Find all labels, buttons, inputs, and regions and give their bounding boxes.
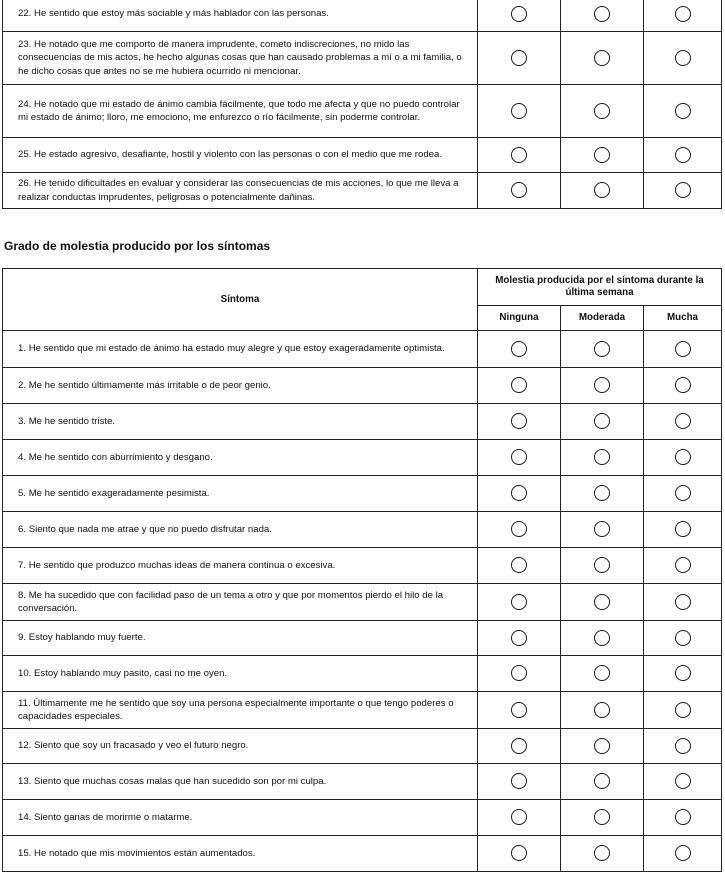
item-number: 6. bbox=[18, 523, 27, 535]
option-cell bbox=[478, 404, 561, 440]
symptom-text bbox=[3, 476, 478, 512]
item-number: 8. bbox=[18, 589, 27, 601]
item-radio-ninguna[interactable] bbox=[511, 182, 527, 198]
item-text: He sentido que produzco muchas ideas de manera continua o excesiva. bbox=[28, 559, 336, 571]
option-cell bbox=[561, 0, 644, 32]
bother-radio-moderada[interactable] bbox=[594, 665, 610, 681]
option-cell bbox=[644, 584, 722, 621]
symptom-text bbox=[3, 368, 478, 404]
symptom-text bbox=[3, 548, 478, 584]
item-text: Me he sentido con aburrimiento y desgano. bbox=[28, 451, 213, 463]
option-cell bbox=[644, 404, 722, 440]
option-cell bbox=[561, 85, 644, 138]
bother-radio-moderada[interactable] bbox=[594, 341, 610, 357]
item-number: 25. bbox=[18, 149, 32, 161]
symptom-table-bother-body bbox=[3, 331, 722, 872]
symptom-text bbox=[3, 692, 478, 729]
symptom-text bbox=[3, 836, 478, 872]
option-cell bbox=[644, 621, 722, 656]
option-cell bbox=[561, 621, 644, 656]
item-radio-mucha[interactable] bbox=[675, 6, 691, 22]
option-cell bbox=[644, 764, 722, 800]
option-cell bbox=[561, 692, 644, 729]
option-cell bbox=[561, 548, 644, 584]
option-cell bbox=[644, 836, 722, 872]
option-cell bbox=[561, 173, 644, 209]
item-number: 22. bbox=[18, 8, 32, 20]
item-text: He estado agresivo, desafiante, hostil y violento con las personas o con el medio que me rodea. bbox=[34, 149, 442, 161]
option-cell bbox=[478, 331, 561, 368]
bother-radio-moderada[interactable] bbox=[594, 702, 610, 718]
option-header-ninguna: Ninguna bbox=[478, 306, 561, 331]
bother-radio-mucha[interactable] bbox=[675, 377, 691, 393]
item-number: 7. bbox=[18, 559, 27, 571]
table-row bbox=[3, 0, 722, 32]
bother-radio-moderada[interactable] bbox=[594, 521, 610, 537]
item-text: Últimamente me he sentido que soy una persona especialmente importante o que tengo poderes o capacidades especiales. bbox=[18, 697, 454, 722]
item-number: 11. bbox=[18, 697, 31, 709]
symptom-text bbox=[3, 32, 478, 85]
option-cell bbox=[561, 138, 644, 173]
option-cell bbox=[644, 85, 722, 138]
symptom-text bbox=[3, 173, 478, 209]
option-cell bbox=[478, 512, 561, 548]
item-radio-moderada[interactable] bbox=[594, 147, 610, 163]
item-text: He sentido que mi estado de ánimo ha estado muy alegre y que estoy exageradamente optimista. bbox=[28, 343, 445, 355]
bother-radio-ninguna[interactable] bbox=[511, 773, 527, 789]
item-text: He sentido que estoy más sociable y más hablador con las personas. bbox=[34, 8, 329, 20]
bother-radio-ninguna[interactable] bbox=[511, 449, 527, 465]
item-number: 1. bbox=[18, 343, 27, 355]
option-cell bbox=[561, 368, 644, 404]
bother-radio-mucha[interactable] bbox=[675, 773, 691, 789]
bother-radio-mucha[interactable] bbox=[675, 449, 691, 465]
option-cell bbox=[478, 621, 561, 656]
table-row bbox=[3, 331, 722, 368]
bother-radio-moderada[interactable] bbox=[594, 413, 610, 429]
bother-radio-ninguna[interactable] bbox=[511, 485, 527, 501]
item-text: He notado que me comporto de manera imprudente, cometo indiscreciones, no mido las consecuencias de mis actos, he hecho algunas cosas que han causado problemas a mí o a mi familia, o he dicho cosas que antes no se me hubiera ocurrido ni mencionar. bbox=[18, 39, 462, 77]
item-radio-moderada[interactable] bbox=[594, 50, 610, 66]
item-text: Me ha sucedido que con facilidad paso de un tema a otro y que por momentos pierdo el hilo de la conversación. bbox=[18, 589, 444, 614]
symptom-text bbox=[3, 656, 478, 692]
bother-radio-moderada[interactable] bbox=[594, 449, 610, 465]
option-cell bbox=[478, 800, 561, 836]
symptom-column-header: Síntoma bbox=[3, 269, 478, 331]
table-row bbox=[3, 85, 722, 138]
option-cell bbox=[644, 32, 722, 85]
item-radio-ninguna[interactable] bbox=[511, 147, 527, 163]
bother-radio-ninguna[interactable] bbox=[511, 341, 527, 357]
item-number: 13. bbox=[18, 775, 32, 787]
item-radio-mucha[interactable] bbox=[675, 103, 691, 119]
item-radio-mucha[interactable] bbox=[675, 147, 691, 163]
bother-radio-ninguna[interactable] bbox=[511, 594, 527, 610]
table-row bbox=[3, 368, 722, 404]
item-radio-moderada[interactable] bbox=[594, 6, 610, 22]
option-cell bbox=[478, 692, 561, 729]
option-cell bbox=[478, 729, 561, 764]
item-text: Me he sentido últimamente más irritable o de peor genio. bbox=[28, 379, 271, 391]
item-number: 15. bbox=[18, 847, 32, 859]
item-radio-moderada[interactable] bbox=[594, 182, 610, 198]
table-row bbox=[3, 729, 722, 764]
option-header-mucha: Mucha bbox=[644, 306, 722, 331]
item-number: 12. bbox=[18, 740, 32, 752]
option-cell bbox=[644, 656, 722, 692]
item-number: 2. bbox=[18, 379, 27, 391]
option-cell bbox=[478, 0, 561, 32]
item-number: 24. bbox=[18, 98, 32, 110]
option-cell bbox=[478, 836, 561, 872]
bother-radio-mucha[interactable] bbox=[675, 521, 691, 537]
option-cell bbox=[644, 440, 722, 476]
bother-radio-moderada[interactable] bbox=[594, 377, 610, 393]
symptom-table-top-body bbox=[3, 0, 722, 209]
bother-radio-mucha[interactable] bbox=[675, 665, 691, 681]
option-cell bbox=[478, 584, 561, 621]
option-cell bbox=[644, 692, 722, 729]
bother-radio-moderada[interactable] bbox=[594, 809, 610, 825]
option-cell bbox=[644, 476, 722, 512]
option-cell bbox=[561, 656, 644, 692]
item-number: 26. bbox=[18, 178, 32, 190]
bother-radio-ninguna[interactable] bbox=[511, 377, 527, 393]
item-number: 14. bbox=[18, 811, 32, 823]
symptom-text bbox=[3, 512, 478, 548]
option-cell bbox=[644, 729, 722, 764]
option-cell bbox=[561, 729, 644, 764]
option-cell bbox=[561, 32, 644, 85]
bother-radio-mucha[interactable] bbox=[675, 845, 691, 861]
option-cell bbox=[561, 512, 644, 548]
symptom-table-bother bbox=[2, 268, 722, 872]
option-cell bbox=[561, 800, 644, 836]
table-row bbox=[3, 800, 722, 836]
option-cell bbox=[644, 138, 722, 173]
bother-radio-ninguna[interactable] bbox=[511, 630, 527, 646]
symptom-text bbox=[3, 584, 478, 621]
option-cell bbox=[644, 173, 722, 209]
symptom-table-top bbox=[2, 0, 722, 209]
bother-radio-mucha[interactable] bbox=[675, 485, 691, 501]
option-cell bbox=[561, 440, 644, 476]
option-cell bbox=[561, 836, 644, 872]
table-row bbox=[3, 138, 722, 173]
option-cell bbox=[644, 331, 722, 368]
option-cell bbox=[644, 512, 722, 548]
bother-group-header: Molestia producida por el síntoma durante la última semana bbox=[478, 269, 722, 306]
option-cell bbox=[478, 138, 561, 173]
bother-radio-mucha[interactable] bbox=[675, 413, 691, 429]
option-cell bbox=[478, 32, 561, 85]
bother-radio-moderada[interactable] bbox=[594, 845, 610, 861]
option-cell bbox=[644, 800, 722, 836]
table-row bbox=[3, 32, 722, 85]
bother-radio-mucha[interactable] bbox=[675, 341, 691, 357]
symptom-text bbox=[3, 621, 478, 656]
symptom-text bbox=[3, 729, 478, 764]
table-row bbox=[3, 764, 722, 800]
table-row bbox=[3, 548, 722, 584]
symptom-text bbox=[3, 404, 478, 440]
item-text: Estoy hablando muy fuerte. bbox=[28, 632, 146, 644]
option-cell bbox=[561, 331, 644, 368]
item-text: He notado que mi estado de ánimo cambia fácilmente, que todo me afecta y que no puedo controlar mi estado de ánimo; lloro, me emociono, me enfurezco o río fácilmente, sin poderme controlar. bbox=[18, 98, 460, 123]
bother-radio-ninguna[interactable] bbox=[511, 845, 527, 861]
item-number: 23. bbox=[18, 39, 32, 51]
option-cell bbox=[561, 476, 644, 512]
symptom-text bbox=[3, 0, 478, 32]
bother-radio-mucha[interactable] bbox=[675, 557, 691, 573]
item-text: He notado que mis movimientos están aumentados. bbox=[34, 847, 256, 859]
item-text: Siento ganas de morirme o matarme. bbox=[34, 811, 193, 823]
item-radio-ninguna[interactable] bbox=[511, 50, 527, 66]
bother-radio-mucha[interactable] bbox=[675, 738, 691, 754]
item-radio-moderada[interactable] bbox=[594, 103, 610, 119]
table-row bbox=[3, 621, 722, 656]
symptom-text bbox=[3, 764, 478, 800]
item-number: 3. bbox=[18, 415, 27, 427]
bother-radio-mucha[interactable] bbox=[675, 702, 691, 718]
symptom-text bbox=[3, 440, 478, 476]
option-cell bbox=[561, 404, 644, 440]
bother-radio-ninguna[interactable] bbox=[511, 665, 527, 681]
symptom-text bbox=[3, 331, 478, 368]
option-cell bbox=[478, 476, 561, 512]
table-row bbox=[3, 173, 722, 209]
table-row bbox=[3, 584, 722, 621]
bother-radio-mucha[interactable] bbox=[675, 594, 691, 610]
item-text: Me he sentido exageradamente pesimista. bbox=[28, 487, 210, 499]
table-row bbox=[3, 404, 722, 440]
item-text: Siento que soy un fracasado y veo el futuro negro. bbox=[34, 740, 249, 752]
bother-radio-ninguna[interactable] bbox=[511, 809, 527, 825]
bother-radio-moderada[interactable] bbox=[594, 630, 610, 646]
item-radio-mucha[interactable] bbox=[675, 182, 691, 198]
bother-radio-mucha[interactable] bbox=[675, 809, 691, 825]
option-cell bbox=[644, 368, 722, 404]
bother-radio-moderada[interactable] bbox=[594, 773, 610, 789]
item-number: 10. bbox=[18, 667, 32, 679]
bother-radio-ninguna[interactable] bbox=[511, 738, 527, 754]
option-cell bbox=[478, 173, 561, 209]
option-cell bbox=[478, 656, 561, 692]
table-row bbox=[3, 476, 722, 512]
symptom-text bbox=[3, 800, 478, 836]
table-row bbox=[3, 656, 722, 692]
bother-radio-moderada[interactable] bbox=[594, 594, 610, 610]
bother-radio-moderada[interactable] bbox=[594, 557, 610, 573]
option-cell bbox=[644, 0, 722, 32]
item-text: He tenido dificultades en evaluar y considerar las consecuencias de mis acciones, lo que me lleva a realizar conductas imprudentes, peligrosas o potencialmente dañinas. bbox=[18, 178, 459, 203]
item-text: Me he sentido triste. bbox=[28, 415, 116, 427]
bother-radio-ninguna[interactable] bbox=[511, 521, 527, 537]
item-text: Siento que nada me atrae y que no puedo disfrutar nada. bbox=[28, 523, 272, 535]
option-header-moderada: Moderada bbox=[561, 306, 644, 331]
item-radio-mucha[interactable] bbox=[675, 50, 691, 66]
bother-radio-moderada[interactable] bbox=[594, 738, 610, 754]
option-cell bbox=[561, 764, 644, 800]
item-number: 4. bbox=[18, 451, 27, 463]
item-radio-ninguna[interactable] bbox=[511, 6, 527, 22]
item-number: 9. bbox=[18, 632, 27, 644]
option-cell bbox=[478, 764, 561, 800]
bother-radio-mucha[interactable] bbox=[675, 630, 691, 646]
option-cell bbox=[478, 548, 561, 584]
bother-radio-ninguna[interactable] bbox=[511, 557, 527, 573]
item-radio-ninguna[interactable] bbox=[511, 103, 527, 119]
option-cell bbox=[478, 440, 561, 476]
table-row bbox=[3, 440, 722, 476]
table-row bbox=[3, 836, 722, 872]
bother-radio-ninguna[interactable] bbox=[511, 413, 527, 429]
option-cell bbox=[478, 368, 561, 404]
item-text: Siento que muchas cosas malas que han sucedido son por mi culpa. bbox=[34, 775, 327, 787]
option-cell bbox=[478, 85, 561, 138]
section-title: Grado de molestia producido por los síntomas bbox=[4, 239, 271, 253]
table-row bbox=[3, 692, 722, 729]
symptom-text bbox=[3, 85, 478, 138]
option-cell bbox=[644, 548, 722, 584]
item-number: 5. bbox=[18, 487, 27, 499]
bother-radio-moderada[interactable] bbox=[594, 485, 610, 501]
table-row bbox=[3, 512, 722, 548]
option-cell bbox=[561, 584, 644, 621]
symptom-text bbox=[3, 138, 478, 173]
item-text: Estoy hablando muy pasito, casi no me oyen. bbox=[34, 667, 228, 679]
bother-radio-ninguna[interactable] bbox=[511, 702, 527, 718]
